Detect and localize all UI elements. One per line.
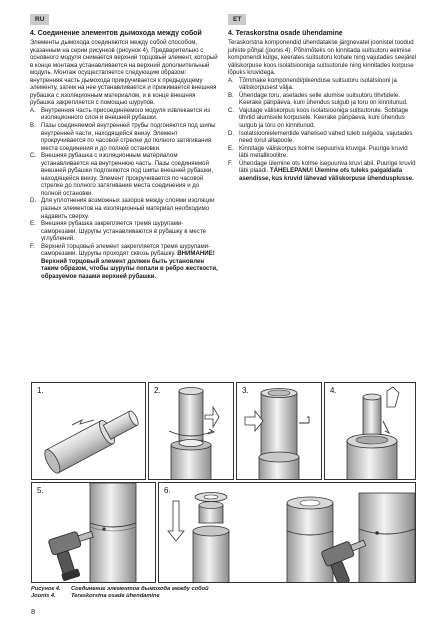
figure-number: 4. xyxy=(330,386,337,395)
item-letter: D. xyxy=(228,129,235,137)
intro-paragraph-et: Teraskorstna komponendid ühendatakse järgnevatel joonistel toodud juhiste põhjal (joonis 4). Põhimõteks on kinnitada suitsutoru eelmise komponendi külge, keerates suitsutoru kohale ning vajutades seejärel väliskorpuse koos isolatsiooniga suitsutorule ning kinnitades korpuse lõpuks kruvidega. xyxy=(228,39,417,77)
figure-step-2 xyxy=(148,382,234,480)
caption-text-et: Teraskorstna osade ühendamine xyxy=(71,593,160,599)
item-text: Пазы соединяемой внутренней трубы подгоняются под шипы внутренней части, находящейся внизу. Элемент прокручивается по часовой стрелке до полного затягивания места соединения и до полной остановки. xyxy=(41,122,216,152)
item-text: Ühendage toru, asetades selle alumise suitsutoru tihvtidele. Keerake päripäeva, kuni ühendus sulgub ja toru on kinnitunud. xyxy=(239,91,408,107)
column-russian xyxy=(30,30,218,281)
figure-step-1 xyxy=(31,382,146,480)
column-estonian xyxy=(228,30,418,182)
figure-step-3 xyxy=(236,382,322,480)
section-title-ru: 4. Соединение элементов дымохода между собой xyxy=(30,30,202,37)
item-text: Верхний торцовый элемент закрепляется тремя шурупами-саморезами. Шурупы проходят сквозь рубашку. xyxy=(41,242,211,258)
figure-step-5 xyxy=(31,482,156,583)
intro-paragraph-ru: Элементы дымохода соединяются между собой способом, указанным на серии рисунков (рисунок 4). Предварительно с основного модуля снимается верхний торцовый элемент, который в конце монтажа устанавливается на верхний дополнительный модуль. Монтаж осуществляется следующим образом: внутренняя часть дымохода прикручивается к предыдущему элементу, затем на нее устанавливается и прижимается внешняя рубашка с изоляционным материалом, и в конце внешняя рубашка закрепляется с помощью шурупов. xyxy=(30,39,218,107)
figure-number: 6. xyxy=(164,486,171,495)
warning-text-et: TÄHELEPANU! Ülemine ots tuleks paigaldada asendisse, kus kruvid lähevad väliskorpuse ühendusplusse. xyxy=(239,167,414,182)
item-text: Kinnitage väliskorpus kolme isepuuriva kruviga. Puurige kruvid läbi metallkoolitre. xyxy=(239,144,408,160)
figure-step-4 xyxy=(324,382,416,480)
item-text: Внешняя рубашка с изоляционным материалом устанавливается на внутреннюю часть. Пазы соединяемой внешней рубашки подгоняются под шипы внешней рубашки, находящейся внизу. Элемент прокручивается по часовой стрелке до полного затягивания места соединения и до полной остановки. xyxy=(41,152,214,197)
list-item xyxy=(30,152,218,197)
list-item xyxy=(30,122,218,152)
item-letter: F. xyxy=(30,242,35,250)
item-text: Для уплотнения возможных зазоров между слоями изоляции разных элементов на изоляционный материал необходимо надавить сверху. xyxy=(41,197,215,220)
pipe-extraction-illustration xyxy=(32,383,146,480)
figure-number: 5. xyxy=(37,486,44,495)
figure-step-6 xyxy=(158,482,416,583)
inner-pipe-connection-illustration xyxy=(149,383,234,480)
item-letter: C. xyxy=(30,152,37,160)
section-title-et: 4. Teraskorstna osade ühendamine xyxy=(228,30,343,37)
item-letter: C. xyxy=(228,106,235,114)
caption-label-ru: Рисунок 4. xyxy=(31,586,61,592)
list-item xyxy=(228,77,418,92)
item-text: Внешняя рубашка закрепляется тремя шурупами-саморезами. Шурупы устанавливаются в рубашку в месте углублений. xyxy=(41,220,206,243)
screw-jacket-illustration xyxy=(32,483,156,583)
list-item xyxy=(228,130,418,145)
list-item-warning xyxy=(228,160,418,183)
list-item xyxy=(228,107,418,130)
caption-label-et: Joonis 4. xyxy=(31,593,56,599)
language-badge-et: ET xyxy=(228,14,246,25)
figure-number: 2. xyxy=(154,386,161,395)
outer-jacket-illustration xyxy=(237,383,322,480)
language-badge-ru: RU xyxy=(30,14,49,25)
item-text: Vajutage väliskorpus koos isolatsiooniga suitsutorule. Sobitage tihvtid alumisele korpusele. Keerake päripäeva, kuni ühendus sulgub ja toru on kinnitunud. xyxy=(239,106,409,130)
item-text: Isolatsioonielementide vahelised vahed tuleb sulgeda, vajutades need torul allapoole. xyxy=(239,129,413,145)
item-letter: E. xyxy=(30,220,36,228)
item-letter: D. xyxy=(30,197,37,205)
item-letter: B. xyxy=(30,122,36,130)
figure-number: 1. xyxy=(37,386,44,395)
figure-caption xyxy=(31,586,209,600)
list-item xyxy=(30,107,218,122)
item-letter: A. xyxy=(30,106,36,114)
page-number: 8 xyxy=(31,607,36,616)
warning-text-ru: ВНИМАНИЕ! Верхний торцовый элемент должен быть установлен таким образом, чтобы шурупы попали в ребро жесткости, образуемое пазами верхней рубашки. xyxy=(41,250,218,280)
list-item-warning xyxy=(30,243,218,281)
caption-text-ru: Соединение элементов дымохода между собой xyxy=(71,586,209,592)
item-text: Tõmmake komponendi/pikenduse suitsutoru isolatsiooni ja väliskorpusest välja. xyxy=(239,76,397,92)
item-text: Внутренняя часть присоединяемого модуля извлекается из изоляционного слоя и внешней рубашки. xyxy=(41,106,210,122)
top-terminal-illustration xyxy=(159,483,416,583)
item-letter: A. xyxy=(228,76,234,84)
list-item xyxy=(30,220,218,243)
insulation-press-illustration xyxy=(325,383,416,480)
item-letter: F. xyxy=(228,159,233,167)
list-item xyxy=(30,197,218,220)
list-item xyxy=(228,92,418,107)
item-letter: B. xyxy=(228,91,234,99)
figure-number: 3. xyxy=(242,386,249,395)
item-letter: E. xyxy=(228,144,234,152)
item-text: Ühendage ülemine ots kolme isepuuriva kruvi abil. Puurige kruvid läbi plaadi. xyxy=(239,159,416,175)
list-item xyxy=(228,145,418,160)
